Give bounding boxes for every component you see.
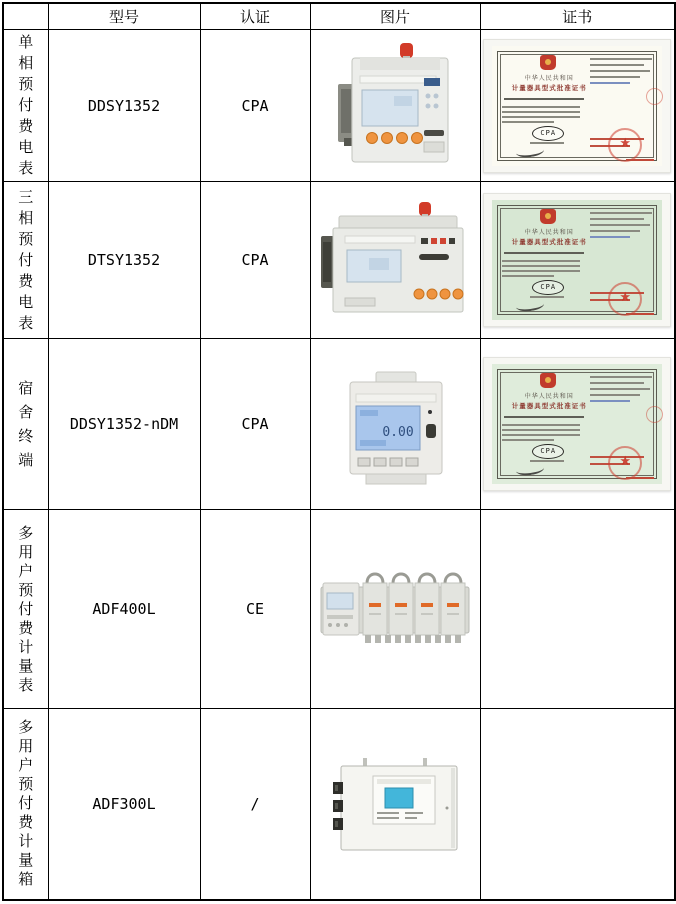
cell-certificate-row2 (480, 182, 675, 339)
cell-picture-row3 (310, 339, 480, 510)
multi-user-prepaid-metering-meter-photo (319, 563, 471, 655)
type-approval-certificate-photo (483, 193, 671, 327)
multi-user-prepaid-metering-box-photo (325, 750, 465, 858)
category-label: 三相预付费电表 (18, 187, 34, 332)
single-phase-prepaid-meter-photo (336, 42, 454, 170)
header-certificate: 证书 (480, 3, 675, 30)
cell-picture-row4 (310, 510, 480, 709)
cell-model-row1: DDSY1352 (48, 30, 200, 182)
table-row (3, 182, 675, 339)
red-seal-stamp-icon: ★ (608, 282, 642, 316)
category-label: 多用户预付费计量箱 (18, 718, 34, 889)
cell-certification-row3: CPA (200, 339, 310, 510)
cell-certificate-row3 (480, 339, 675, 510)
cell-picture-row5 (310, 709, 480, 900)
cell-certification-row5: / (200, 709, 310, 900)
certificate-country: 中华人民共和国 (524, 229, 574, 236)
header-certification: 认证 (200, 3, 310, 30)
table-row (3, 709, 675, 900)
table-row (3, 30, 675, 182)
certificate-number-line (626, 477, 654, 479)
header-model: 型号 (48, 3, 200, 30)
cpa-mark: CPA (532, 444, 564, 459)
cpa-mark: CPA (532, 280, 564, 295)
cell-category-row4 (3, 510, 48, 709)
cell-model-row3: DDSY1352-nDM (48, 339, 200, 510)
cell-category-row2 (3, 182, 48, 339)
cell-certificate-row5 (480, 709, 675, 900)
certificate-number-line (626, 159, 654, 161)
antenna-icon (419, 202, 431, 216)
national-emblem-icon (540, 55, 556, 70)
cell-certificate-row4 (480, 510, 675, 709)
category-label: 宿舍终端 (18, 379, 34, 469)
red-seal-small-icon (646, 88, 663, 105)
cpa-mark: CPA (532, 126, 564, 141)
header-row (3, 3, 675, 30)
national-emblem-icon (540, 209, 556, 224)
category-label: 多用户预付费计量表 (18, 523, 34, 694)
national-emblem-icon (540, 373, 556, 388)
antenna-icon (400, 43, 413, 58)
cell-category-row1 (3, 30, 48, 182)
cell-certificate-row1 (480, 30, 675, 182)
product-spec-table (2, 2, 676, 901)
certificate-title: 计量器具型式批准证书 (511, 402, 587, 410)
dormitory-terminal-meter-photo (336, 360, 454, 488)
cell-model-row2: DTSY1352 (48, 182, 200, 339)
certificate-number-line (626, 313, 654, 315)
cell-certification-row2: CPA (200, 182, 310, 339)
certificate-country: 中华人民共和国 (524, 74, 574, 82)
cell-certification-row1: CPA (200, 30, 310, 182)
certificate-country: 中华人民共和国 (524, 393, 574, 400)
certificate-title: 计量器具型式批准证书 (511, 83, 587, 92)
red-seal-stamp-icon: ★ (608, 446, 642, 480)
cell-category-row5 (3, 709, 48, 900)
cell-category-row3 (3, 339, 48, 510)
table-row (3, 339, 675, 510)
category-label: 单相预付费电表 (18, 33, 34, 177)
cell-picture-row2 (310, 182, 480, 339)
red-seal-small-icon (646, 406, 663, 423)
lcd-value: 0.00 (382, 425, 414, 440)
certificate-title: 计量器具型式批准证书 (511, 238, 587, 246)
table-row (3, 510, 675, 709)
type-approval-certificate-photo (483, 357, 671, 491)
cell-model-row4: ADF400L (48, 510, 200, 709)
cell-certification-row4: CE (200, 510, 310, 709)
cell-picture-row1 (310, 30, 480, 182)
header-picture: 图片 (310, 3, 480, 30)
three-phase-prepaid-meter-photo (321, 200, 469, 320)
type-approval-certificate-photo (483, 39, 671, 173)
cell-model-row5: ADF300L (48, 709, 200, 900)
red-seal-stamp-icon: ★ (608, 128, 642, 162)
header-category (3, 3, 48, 30)
